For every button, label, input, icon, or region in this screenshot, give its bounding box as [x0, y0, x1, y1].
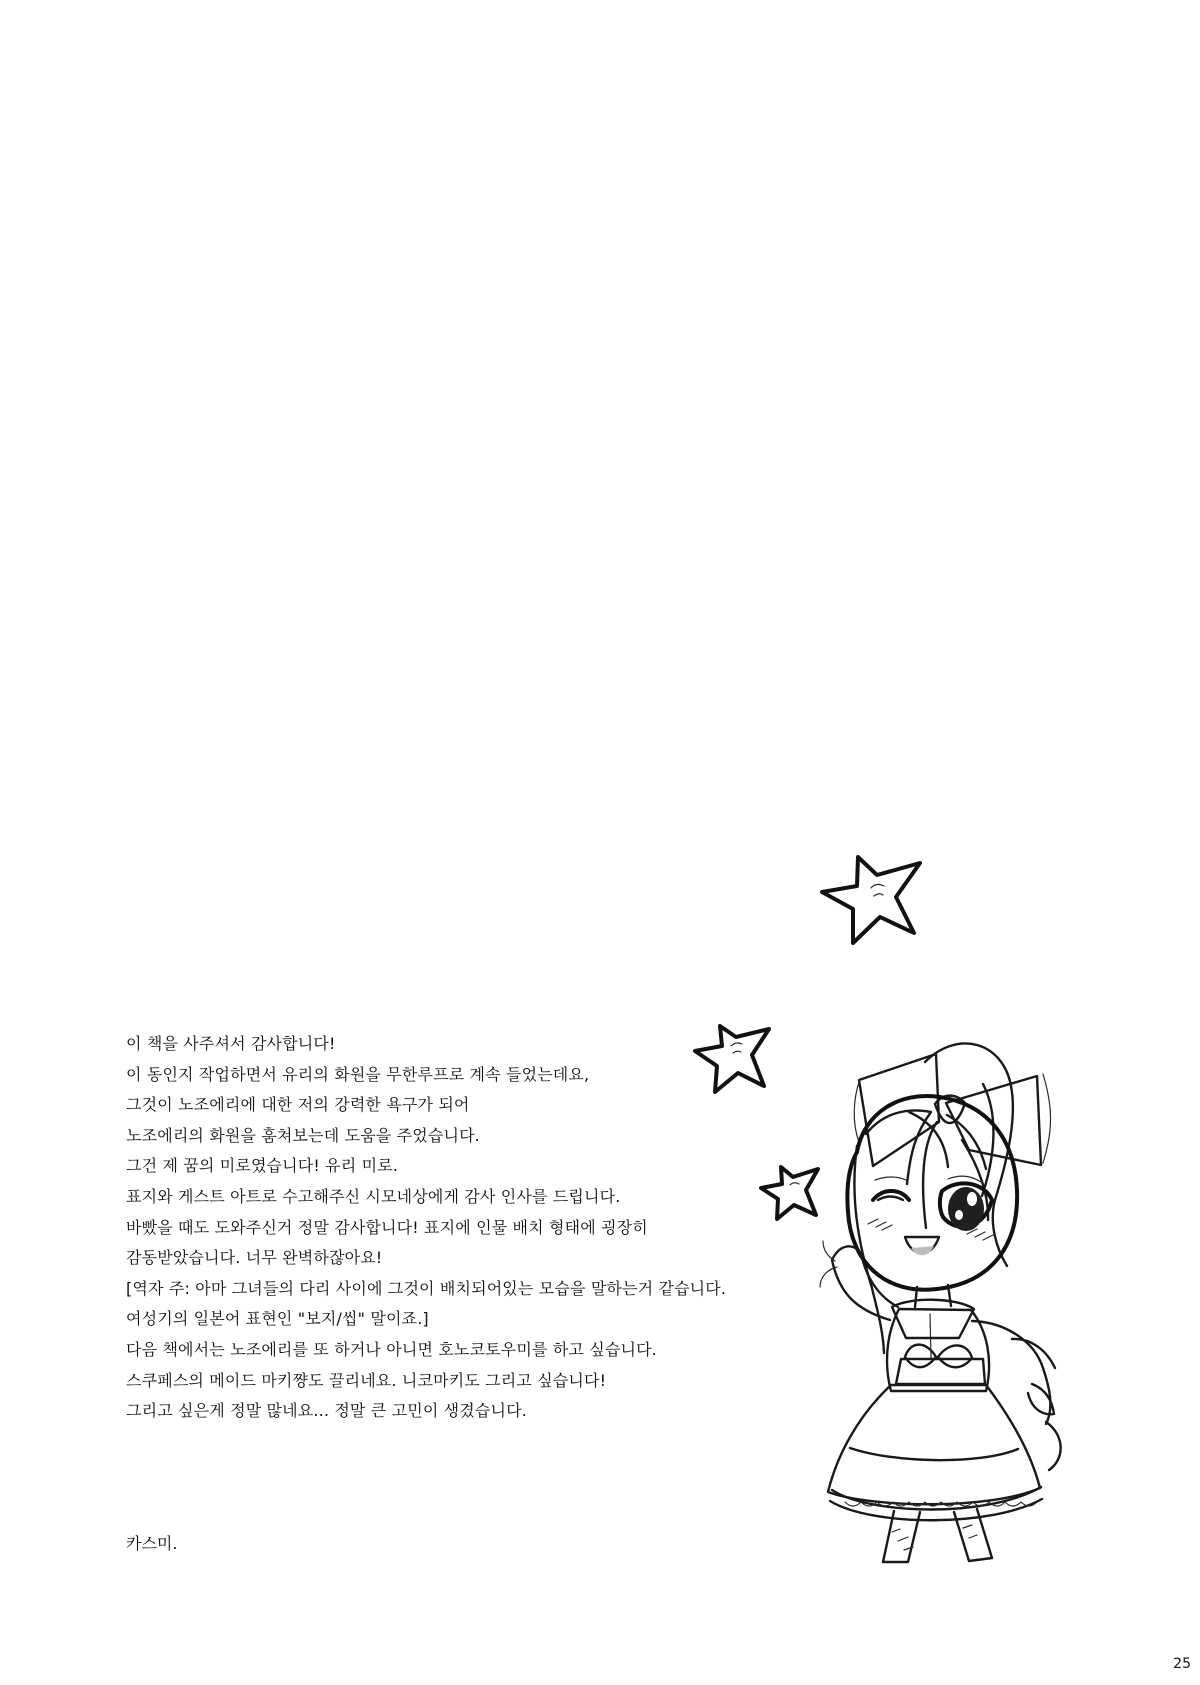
afterword-line-2: 이 동인지 작업하면서 유리의 화원을 무한루프로 계속 들었는데요, [126, 1064, 590, 1084]
author-signature: 카스미. [126, 1534, 178, 1553]
afterword-line-12: 스쿠페스의 메이드 마키쨩도 끌리네요. 니코마키도 그리고 싶습니다! [126, 1370, 607, 1390]
afterword-line-11: 다음 책에서는 노조에리를 또 하거나 아니면 호노코토우미를 하고 싶습니다. [126, 1339, 657, 1359]
afterword-line-1: 이 책을 사주셔서 감사합니다! [126, 1034, 336, 1053]
afterword-line-13: 그리고 싶은게 정말 많네요... 정말 큰 고민이 생겼습니다. [126, 1401, 527, 1421]
afterword-line-3: 그것이 노조에리에 대한 저의 강력한 욕구가 되어 [126, 1095, 470, 1115]
afterword-line-7: 바빴을 때도 도와주신거 정말 감사합니다! 표지에 인물 배치 형태에 굉장히 [126, 1217, 648, 1237]
afterword-text [126, 1029, 766, 1427]
afterword-line-5: 그건 제 꿈의 미로였습니다! 유리 미로. [126, 1156, 399, 1176]
afterword-line-9: [역자 주: 아마 그녀들의 다리 사이에 그것이 배치되어있는 모습을 말하는거 같습니다. [126, 1278, 727, 1298]
afterword-line-6: 표지와 게스트 아트로 수고해주신 시모네상에게 감사 인사를 드립니다. [126, 1186, 621, 1206]
afterword-line-8: 감동받았습니다. 너무 완벽하잖아요! [126, 1248, 383, 1268]
page-number: 25 [1173, 1656, 1191, 1672]
chibi-girl-illustration [760, 1018, 1090, 1568]
afterword-line-4: 노조에리의 화원을 훔쳐보는데 도움을 주었습니다. [126, 1125, 480, 1145]
afterword-line-10: 여성기의 일본어 표현인 "보지/씹" 말이죠.] [126, 1309, 429, 1329]
star-icon [814, 845, 932, 955]
